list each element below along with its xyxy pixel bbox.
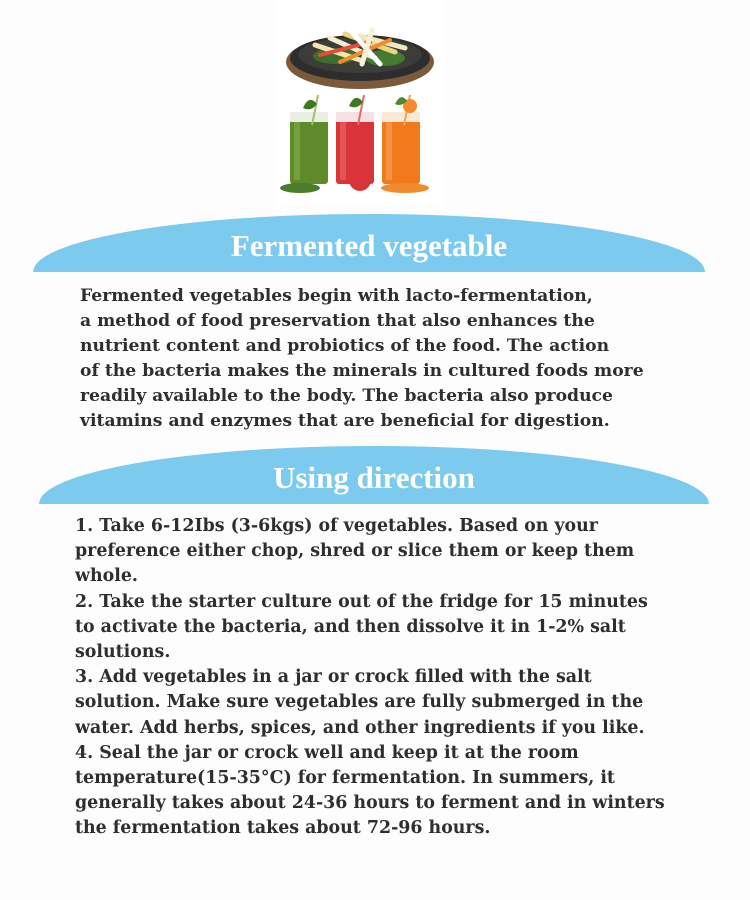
text-line: a method of food preservation that also enhances the (80, 311, 595, 331)
intro-paragraph (80, 284, 644, 434)
text-line: water. Add herbs, spices, and other ingredients if you like. (75, 717, 645, 738)
hero-images (0, 0, 750, 232)
section-title: Using direction (273, 460, 475, 495)
text-line: the fermentation takes about 72-96 hours. (75, 818, 491, 839)
text-line: readily available to the body. The bacteria also produce (80, 386, 613, 406)
text-line: 4. Seal the jar or crock well and keep it at the room (75, 742, 579, 763)
text-line: 3. Add vegetables in a jar or crock filled with the salt (75, 667, 592, 688)
text-line: 1. Take 6-12Ibs (3-6kgs) of vegetables. Based on your (75, 516, 598, 536)
text-line: solution. Make sure vegetables are fully submerged in the (75, 692, 644, 713)
direction-step-4 (75, 741, 665, 842)
direction-step-1 (75, 514, 665, 590)
direction-step-2 (75, 590, 665, 666)
text-line: of the bacteria makes the minerals in cultured foods more (80, 361, 644, 381)
text-line: Fermented vegetables begin with lacto-fermentation, (80, 286, 593, 306)
text-line: 2. Take the starter culture out of the fridge for 15 minutes (75, 591, 648, 612)
text-line: whole. (75, 566, 138, 587)
direction-step-3 (75, 665, 665, 741)
section-banner-using-direction (39, 446, 709, 504)
text-line: vitamins and enzymes that are beneficial for digestion. (80, 411, 610, 431)
section-title: Fermented vegetable (230, 228, 508, 263)
text-line: to activate the bacteria, and then dissolve it in 1-2% salt (75, 616, 626, 637)
text-line: preference either chop, shred or slice them or keep them (75, 541, 635, 562)
text-line: nutrient content and probiotics of the food. The action (80, 336, 610, 356)
text-line: temperature(15-35°C) for fermentation. In summers, it (75, 768, 615, 789)
directions-list (75, 514, 665, 842)
text-line: solutions. (75, 642, 171, 663)
text-line: generally takes about 24-36 hours to ferment and in winters (75, 793, 665, 814)
